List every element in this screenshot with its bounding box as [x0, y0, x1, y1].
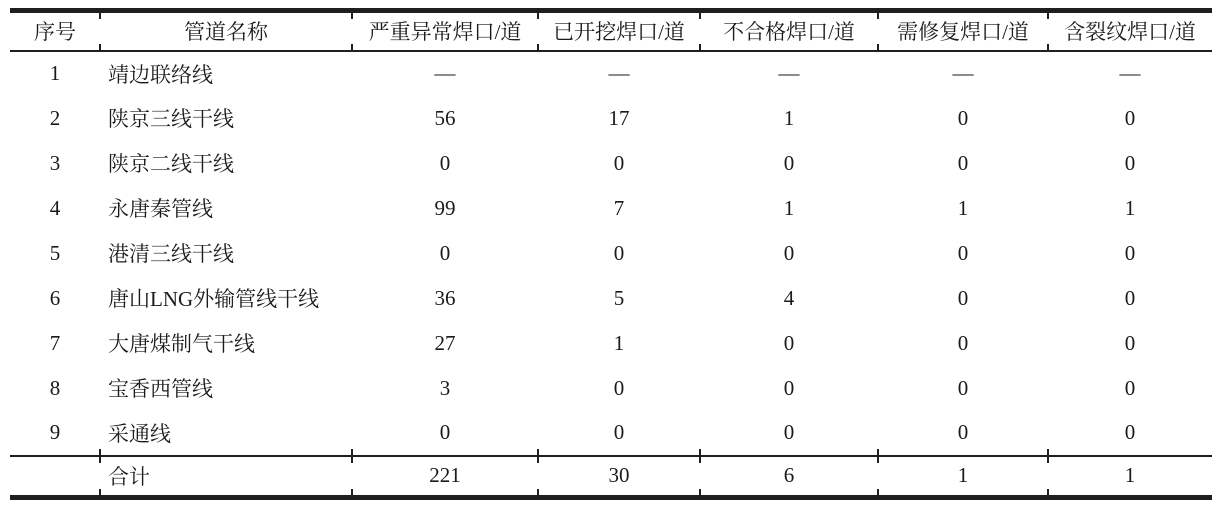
cell-seq: 2	[49, 105, 61, 130]
cell-pipeline-name: 永唐秦管线	[108, 197, 213, 221]
table-row	[10, 411, 1212, 456]
cell-severe: 36	[434, 285, 456, 310]
table-row	[10, 366, 1212, 411]
cell-pipeline-name: 港清三线干线	[108, 242, 234, 266]
col-header-crack: 含裂纹焊口/道	[1048, 11, 1212, 51]
total-unqualified: 6	[700, 456, 878, 498]
cell-pipeline-name: 唐山LNG外输管线干线	[108, 287, 320, 311]
cell-repair: 1	[957, 195, 969, 220]
cell-severe: 27	[434, 330, 456, 355]
cell-crack: 1	[1124, 195, 1136, 220]
cell-unqualified: —	[778, 61, 800, 85]
table-row	[10, 51, 1212, 96]
cell-seq: 9	[49, 420, 61, 444]
cell-crack: —	[1119, 61, 1141, 85]
col-header-unqualified: 不合格焊口/道	[700, 11, 878, 51]
cell-unqualified: 4	[783, 285, 795, 310]
cell-crack: 0	[1124, 375, 1136, 400]
cell-seq: 6	[49, 285, 61, 310]
pipeline-weld-statistics-table	[10, 8, 1212, 500]
cell-repair: 0	[957, 330, 969, 355]
cell-excavated: 17	[608, 105, 630, 130]
table-row	[10, 141, 1212, 186]
total-excavated: 30	[538, 456, 700, 498]
cell-severe: 0	[439, 240, 451, 265]
cell-repair: 0	[957, 285, 969, 310]
cell-crack: 0	[1124, 150, 1136, 175]
cell-pipeline-name: 陕京二线干线	[108, 152, 234, 176]
cell-severe: —	[434, 61, 456, 85]
table-header	[10, 11, 1212, 51]
col-header-seq: 序号	[34, 20, 76, 45]
table-body	[10, 51, 1212, 456]
cell-seq: 8	[49, 375, 61, 400]
cell-excavated: 0	[613, 240, 625, 265]
cell-unqualified: 0	[783, 150, 795, 175]
cell-crack: 0	[1048, 411, 1212, 456]
cell-repair: —	[952, 61, 974, 85]
total-crack: 1	[1048, 456, 1212, 498]
cell-seq: 3	[49, 150, 61, 175]
cell-severe: 3	[439, 375, 451, 400]
cell-excavated: 0	[613, 150, 625, 175]
total-row	[10, 456, 1212, 498]
col-header-name: 管道名称	[100, 11, 352, 51]
cell-crack: 0	[1124, 285, 1136, 310]
table-row	[10, 321, 1212, 366]
cell-excavated: 1	[613, 330, 625, 355]
cell-severe: 0	[439, 150, 451, 175]
col-header-repair: 需修复焊口/道	[878, 11, 1048, 51]
cell-unqualified: 0	[783, 330, 795, 355]
cell-unqualified: 0	[783, 240, 795, 265]
cell-excavated: 0	[613, 375, 625, 400]
cell-repair: 0	[957, 150, 969, 175]
cell-seq: 4	[49, 195, 61, 220]
table-row	[10, 96, 1212, 141]
cell-seq: 5	[49, 240, 61, 265]
total-severe: 221	[352, 456, 538, 498]
cell-repair: 0	[957, 375, 969, 400]
table-footer	[10, 456, 1212, 498]
cell-pipeline-name: 靖边联络线	[108, 62, 213, 87]
table-row	[10, 186, 1212, 231]
cell-unqualified: 1	[783, 195, 795, 220]
table-row	[10, 231, 1212, 276]
cell-repair: 0	[957, 240, 969, 265]
cell-severe: 99	[434, 195, 456, 220]
cell-excavated: 0	[538, 411, 700, 456]
header-row	[10, 11, 1212, 51]
cell-pipeline-name: 大唐煤制气干线	[108, 332, 255, 356]
total-repair: 1	[878, 456, 1048, 498]
cell-excavated: 5	[613, 285, 625, 310]
col-header-excavated: 已开挖焊口/道	[538, 11, 700, 51]
cell-pipeline-name: 宝香西管线	[108, 377, 213, 401]
cell-severe: 56	[434, 105, 456, 130]
cell-crack: 0	[1124, 240, 1136, 265]
cell-seq: 1	[49, 61, 61, 85]
cell-unqualified: 0	[700, 411, 878, 456]
cell-unqualified: 1	[783, 105, 795, 130]
cell-pipeline-name: 采通线	[100, 411, 352, 456]
cell-seq: 7	[49, 330, 61, 355]
cell-excavated: 7	[613, 195, 625, 220]
cell-crack: 0	[1124, 105, 1136, 130]
cell-repair: 0	[957, 105, 969, 130]
cell-repair: 0	[878, 411, 1048, 456]
total-label: 合计	[100, 456, 352, 498]
table-row	[10, 276, 1212, 321]
total-seq-cell	[10, 456, 100, 498]
col-header-severe: 严重异常焊口/道	[352, 11, 538, 51]
cell-pipeline-name: 陕京三线干线	[108, 107, 234, 131]
pipeline-weld-table-container	[10, 8, 1212, 500]
cell-excavated: —	[608, 61, 630, 85]
cell-severe: 0	[352, 411, 538, 456]
cell-crack: 0	[1124, 330, 1136, 355]
cell-unqualified: 0	[783, 375, 795, 400]
